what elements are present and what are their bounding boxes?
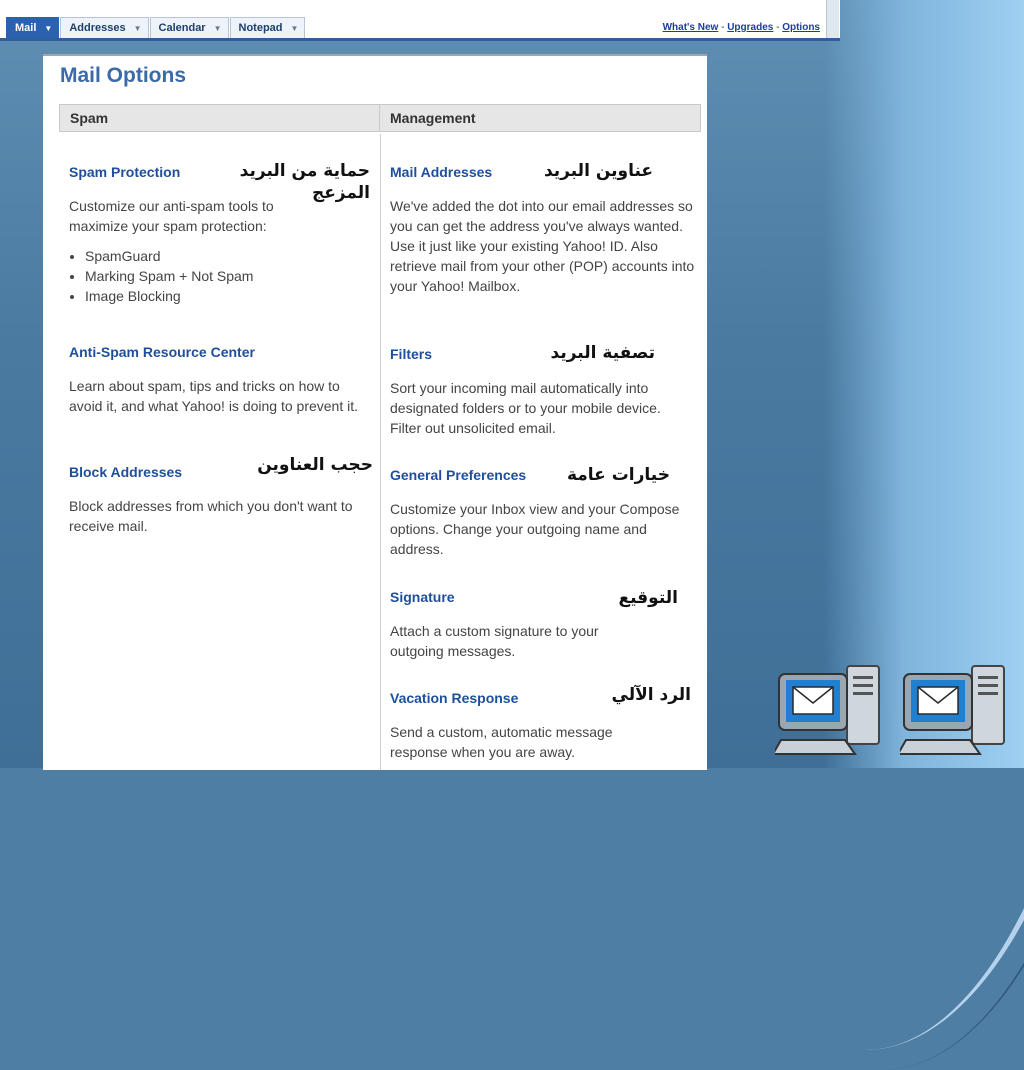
vacation-response-desc: Send a custom, automatic message response when you are away. (390, 724, 613, 760)
chevron-down-icon[interactable]: ▼ (213, 23, 222, 33)
scrollbar[interactable] (826, 0, 839, 40)
mail-top-bar (0, 0, 840, 40)
link-separator: - (718, 22, 728, 33)
page-title: Mail Options (60, 64, 186, 87)
computer-mail-icon (900, 660, 1010, 765)
tab-label: Mail (15, 22, 37, 34)
list-item: • Image Blocking (85, 286, 374, 306)
anti-spam-desc: Learn about spam, tips and tricks on how to avoid it, and what Yahoo! is doing to prevent it. (69, 378, 359, 414)
vacation-response-link[interactable]: Vacation Response (390, 690, 519, 706)
management-column-header: Management (380, 104, 701, 132)
chevron-down-icon[interactable]: ▼ (133, 23, 142, 33)
tab-label: Addresses (69, 22, 126, 34)
link-separator: - (773, 22, 783, 33)
arabic-label-signature: التوقيع (618, 588, 678, 608)
chevron-down-icon[interactable]: ▼ (44, 23, 53, 33)
arabic-label-block-addresses: حجب العناوين (257, 455, 373, 475)
tab-calendar[interactable] (150, 17, 229, 38)
tab-label: Notepad (238, 22, 283, 34)
arabic-label-vacation-response: الرد الآلي (611, 685, 691, 705)
tab-bar (6, 17, 306, 39)
mail-addresses-section (390, 164, 695, 296)
list-item: • SpamGuard (85, 246, 374, 266)
arabic-label-general-preferences: خيارات عامة (566, 465, 670, 485)
nav-underline (0, 38, 840, 41)
options-link[interactable]: Options (782, 22, 820, 33)
mail-addresses-desc: We've added the dot into our email addresses so you can get the address you've always wanted. Use it just like your existing Yahoo! ID. Also retrieve mail from your other (POP) accounts into your Yahoo! Mailbox. (390, 198, 695, 294)
mail-options-panel (43, 54, 707, 770)
block-addresses-desc: Block addresses from which you don't want to receive mail. (69, 498, 353, 534)
spam-column-header: Spam (59, 104, 380, 132)
arabic-label-filters: تصفية البريد (550, 343, 655, 363)
column-divider (380, 134, 381, 770)
filters-link[interactable]: Filters (390, 346, 433, 362)
top-links (663, 22, 820, 33)
upgrades-link[interactable]: Upgrades (727, 22, 774, 33)
arabic-label-mail-addresses: عناوين البريد (543, 161, 653, 181)
computer-mail-icon (775, 660, 885, 765)
general-preferences-link[interactable]: General Preferences (390, 467, 527, 483)
mail-addresses-link[interactable]: Mail Addresses (390, 164, 493, 180)
list-item: • Marking Spam + Not Spam (85, 266, 374, 286)
chevron-down-icon[interactable]: ▼ (290, 23, 299, 33)
tab-label: Calendar (158, 22, 206, 34)
tab-mail[interactable] (6, 17, 59, 38)
tab-notepad[interactable] (230, 17, 306, 38)
column-headers (59, 104, 701, 134)
spam-protection-list (69, 246, 374, 306)
signature-link[interactable]: Signature (390, 589, 455, 605)
anti-spam-center-link[interactable]: Anti-Spam Resource Center (69, 344, 255, 360)
whats-new-link[interactable]: What's New (662, 22, 719, 33)
anti-spam-section (69, 344, 374, 416)
block-addresses-link[interactable]: Block Addresses (69, 464, 183, 480)
tab-addresses[interactable] (60, 17, 148, 38)
arabic-label-spam-protection: حماية من البريد المزعج (239, 161, 370, 203)
spam-protection-link[interactable]: Spam Protection (69, 164, 181, 180)
filters-desc: Sort your incoming mail automatically into designated folders or to your mobile device. Filter out unsolicited email. (390, 380, 661, 436)
general-preferences-desc: Customize your Inbox view and your Compose options. Change your outgoing name and address. (390, 501, 680, 557)
signature-desc: Attach a custom signature to your outgoing messages. (390, 623, 599, 659)
spam-protection-desc: Customize our anti-spam tools to maximize your spam protection: (69, 198, 274, 234)
